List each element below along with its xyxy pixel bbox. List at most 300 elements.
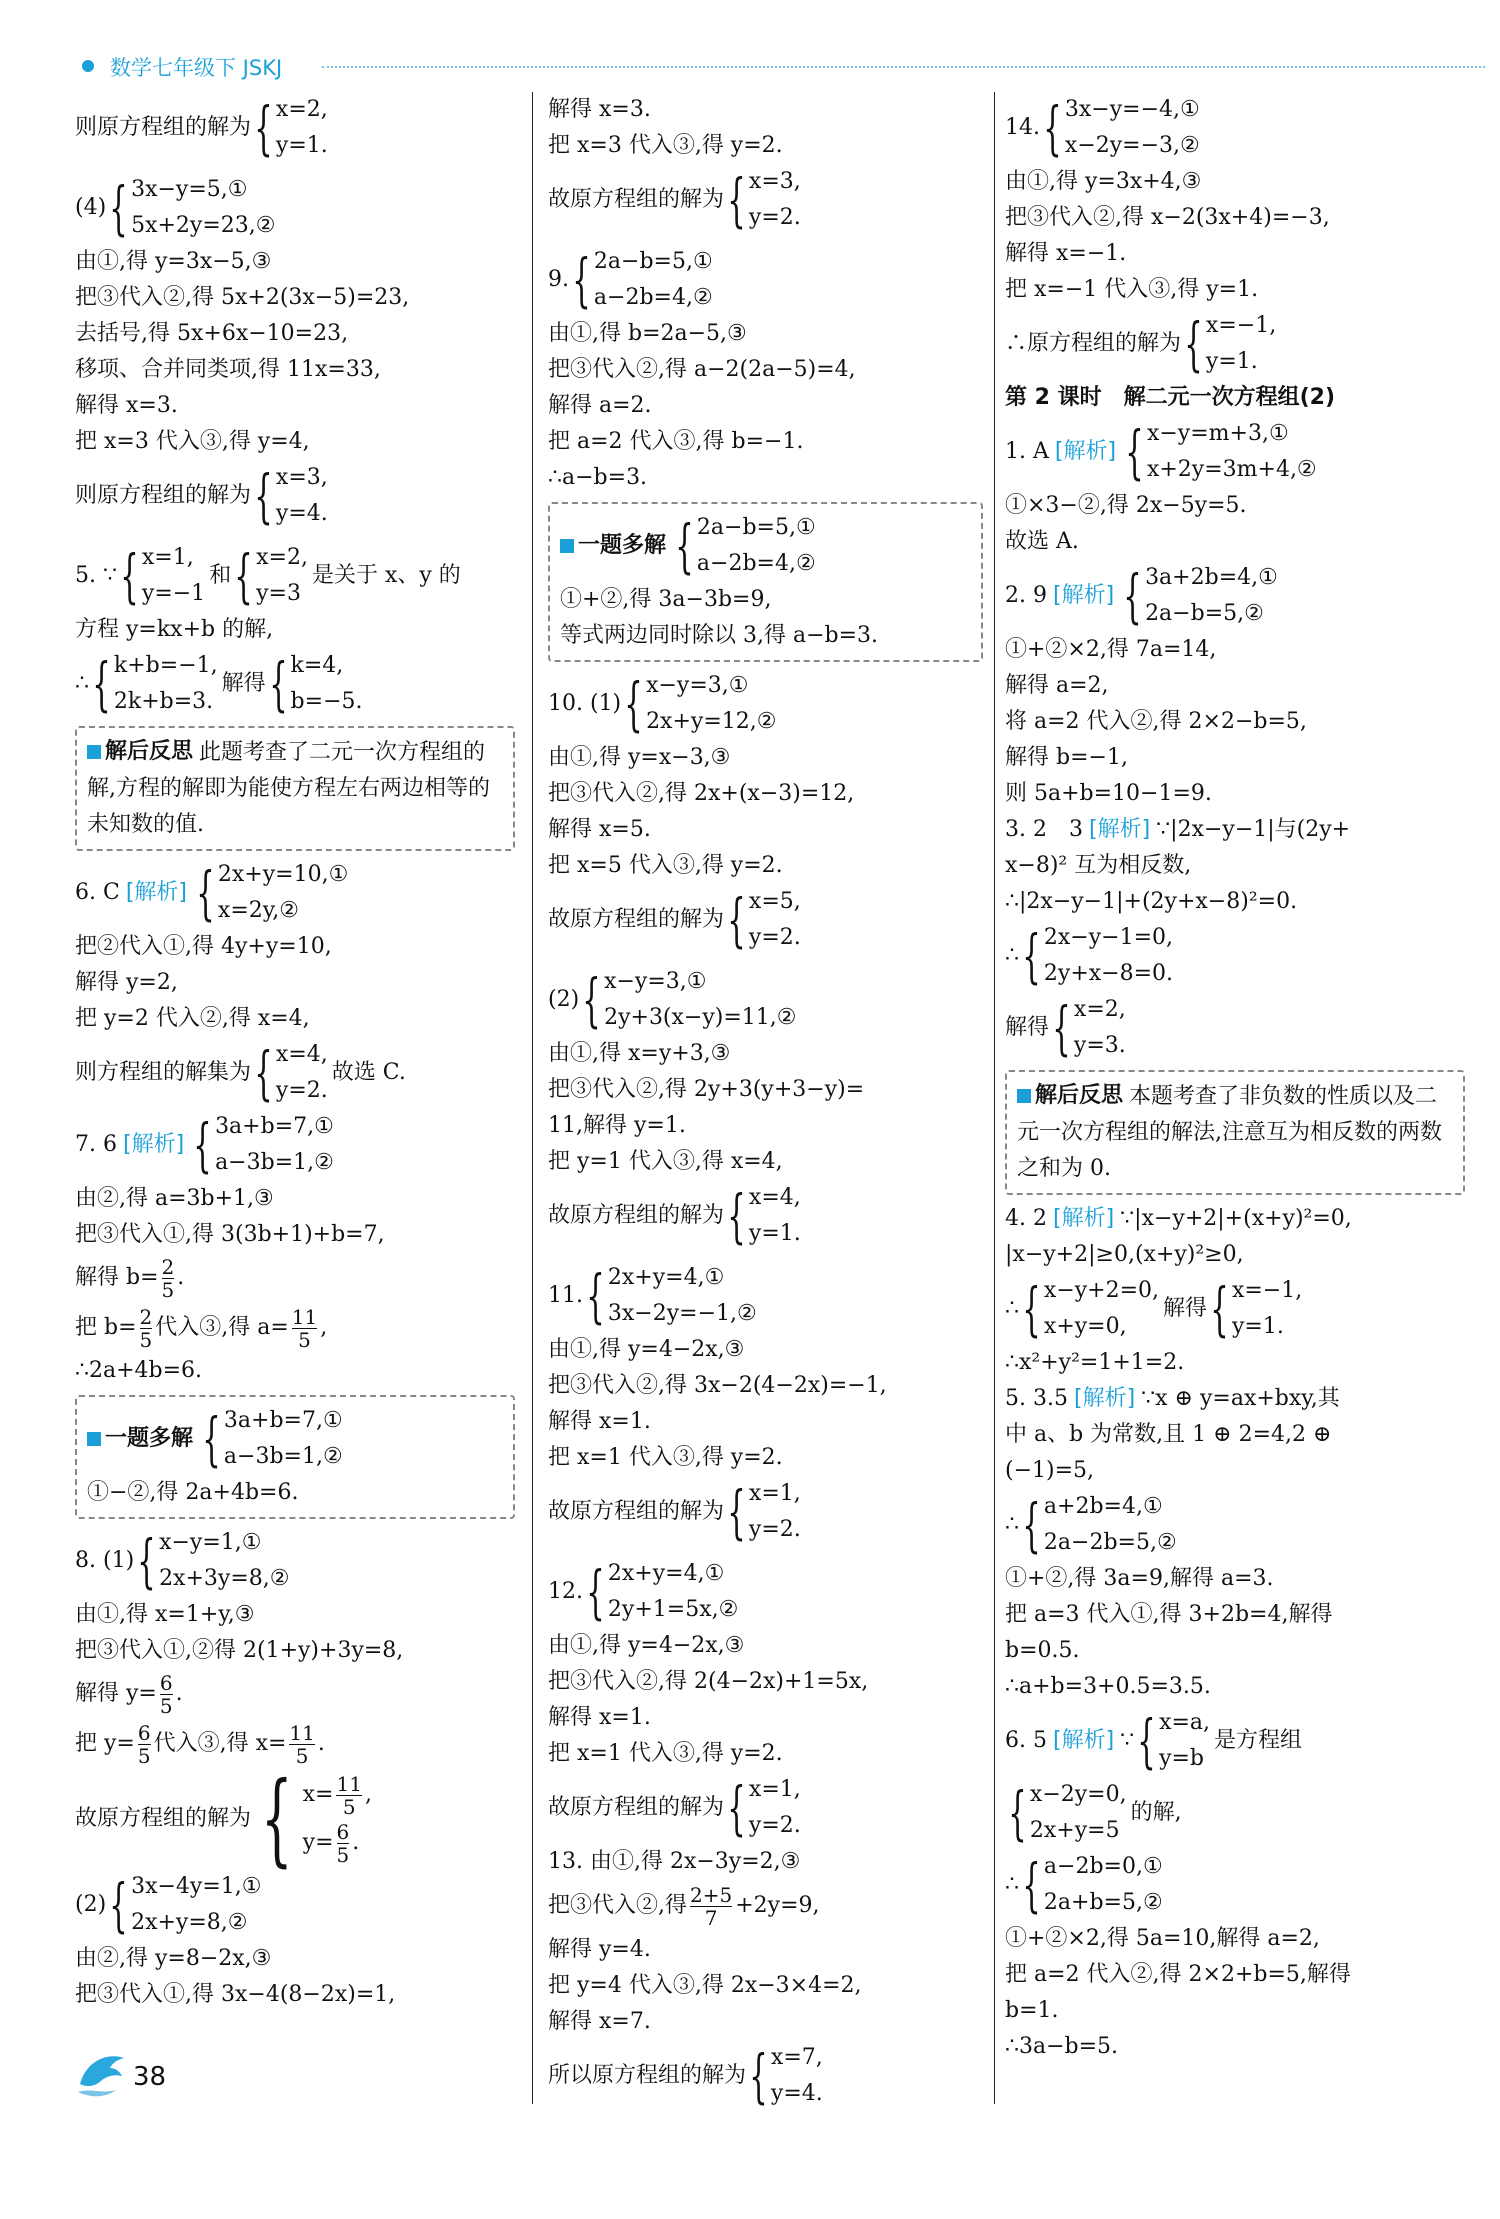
box-text: 本题考查了非负数的性质以及二元一次方程组的解法,注意互为相反数的两数之和为 0. bbox=[1017, 1084, 1442, 1181]
alt-solution-box bbox=[75, 1395, 515, 1519]
item-number: (2) bbox=[75, 1892, 107, 1917]
equation-system: { 3a+b=7,① a−3b=1,② bbox=[193, 1111, 334, 1179]
line: 把 a=3 代入①,得 3+2b=4,解得 bbox=[1005, 1602, 1333, 1627]
text: ∴ bbox=[75, 671, 89, 696]
eq-row: y=b bbox=[1159, 1746, 1205, 1771]
line: 把 y=1 代入③,得 x=4, bbox=[548, 1149, 783, 1174]
equation-system: { a−2b=0,① 2a+b=5,② bbox=[1022, 1851, 1163, 1919]
line: 由①,得 y=4−2x,③ bbox=[548, 1633, 745, 1658]
item-number: 4. 2 bbox=[1005, 1206, 1047, 1231]
line: 解得 x=3. bbox=[75, 393, 178, 418]
line: 把③代入①,②得 2(1+y)+3y=8, bbox=[75, 1638, 404, 1663]
text: 是关于 x、y 的 bbox=[311, 563, 461, 588]
text: 把 y= bbox=[75, 1731, 135, 1756]
eq-row: a−2b=4,② bbox=[593, 285, 713, 310]
equation-system: { x=1, y=2. bbox=[727, 1478, 801, 1546]
eq-row: a−2b=0,① bbox=[1043, 1854, 1163, 1879]
text: 故选 C. bbox=[331, 1060, 406, 1085]
equation-system: { 3a+b=7,① a−3b=1,② bbox=[202, 1405, 343, 1473]
line: 把②代入①,得 4y+y=10, bbox=[75, 934, 332, 959]
equation-system: { 3x−4y=1,① 2x+y=8,② bbox=[109, 1871, 262, 1939]
eq-row: x=2, bbox=[275, 97, 328, 122]
line: 把③代入②,得 5x+2(3x−5)=23, bbox=[75, 285, 410, 310]
line: 由②,得 a=3b+1,③ bbox=[75, 1186, 274, 1211]
line bbox=[1005, 1201, 1465, 1237]
line: 解得 x=−1. bbox=[1005, 241, 1127, 266]
line bbox=[548, 1260, 983, 1332]
eq-row: y=4. bbox=[275, 501, 328, 526]
text: 所以原方程组的解为 bbox=[548, 2063, 747, 2088]
eq-row: 2x+3y=8,② bbox=[159, 1566, 290, 1591]
line: ①+②×2,得 5a=10,解得 a=2, bbox=[1005, 1926, 1320, 1951]
eq-row: 2x+y=10,① bbox=[217, 862, 349, 887]
equation-system: { 3a+2b=4,① 2a−b=5,② bbox=[1123, 562, 1278, 630]
line: 解得 x=1. bbox=[548, 1705, 651, 1730]
box-text: ①+②,得 3a−3b=9, bbox=[560, 587, 772, 612]
text: ∴ bbox=[1005, 943, 1019, 968]
item-number: 7. 6 bbox=[75, 1132, 117, 1157]
line bbox=[548, 1880, 983, 1932]
line bbox=[1005, 560, 1465, 632]
equation-system: { x−y=3,① 2y+3(x−y)=11,② bbox=[582, 966, 797, 1034]
line: 解得 y=2, bbox=[75, 970, 178, 995]
line: 把 a=2 代入②,得 2×2+b=5,解得 bbox=[1005, 1962, 1351, 1987]
text: 解得 bbox=[221, 671, 266, 696]
item-number: 5. 3.5 bbox=[1005, 1386, 1068, 1411]
text: ∴ bbox=[1005, 1872, 1019, 1897]
eq-row: y=3 bbox=[256, 581, 301, 606]
eq-row: x=4, bbox=[275, 1042, 328, 1067]
eq-row: x=7, bbox=[770, 2045, 823, 2070]
eq-row: b=−5. bbox=[290, 689, 363, 714]
text: 解得 bbox=[1163, 1296, 1208, 1321]
eq-row: 2a−b=5,① bbox=[696, 515, 816, 540]
text: 故原方程组的解为 bbox=[548, 187, 725, 212]
line bbox=[548, 1476, 983, 1548]
equation-system: { 2a−b=5,① a−2b=4,② bbox=[675, 512, 816, 580]
box-text: 此题考查了二元一次方程组的解,方程的解即为能使方程左右两边相等的未知数的值. bbox=[87, 740, 490, 837]
equation-system: { x=1, y=−1 bbox=[120, 542, 206, 610]
line: ∴2a+4b=6. bbox=[75, 1358, 203, 1383]
eq-row: x=2, bbox=[256, 545, 308, 570]
line: (−1)=5, bbox=[1005, 1458, 1095, 1483]
text: 则方程组的解集为 bbox=[75, 1060, 252, 1085]
line: 解得 b=−1, bbox=[1005, 745, 1128, 770]
text: +2y=9, bbox=[735, 1893, 820, 1918]
line bbox=[1005, 992, 1465, 1064]
eq-row: a−3b=1,② bbox=[215, 1150, 334, 1175]
eq-row: x=5, bbox=[748, 889, 801, 914]
line: ①×3−②,得 2x−5y=5. bbox=[1005, 493, 1247, 518]
eq-row: y=1. bbox=[1205, 349, 1258, 374]
line bbox=[548, 884, 983, 956]
line: 故选 A. bbox=[1005, 529, 1079, 554]
line: 把 b= $\frac{2}{5}$ 代入③,得 a= $\frac{11}{5}$ , bbox=[75, 1304, 328, 1352]
text: 和 bbox=[209, 563, 232, 588]
analysis-tag: [解析] bbox=[125, 880, 187, 905]
line: 去括号,得 5x+6x−10=23, bbox=[75, 321, 349, 346]
line: ∴x²+y²=1+1=2. bbox=[1005, 1350, 1185, 1375]
equation-system: { x=a, y=b bbox=[1137, 1707, 1211, 1775]
line: 把③代入②,得 2y+3(y+3−y)= bbox=[548, 1077, 865, 1102]
eq-row: y=1. bbox=[1231, 1314, 1284, 1339]
eq-row: 5x+2y=23,② bbox=[131, 213, 276, 238]
fraction: $\frac{11}{5}$ bbox=[336, 1771, 362, 1819]
line bbox=[1005, 1273, 1465, 1345]
item-number: 2. 9 bbox=[1005, 583, 1047, 608]
equation-system: { 2x+y=4,① 2y+1=5x,② bbox=[586, 1558, 739, 1626]
line bbox=[75, 460, 515, 532]
line: 把③代入①,得 3(3b+1)+b=7, bbox=[75, 1222, 385, 1247]
eq-row: 2y+x−8=0. bbox=[1043, 961, 1174, 986]
line bbox=[1005, 920, 1465, 992]
analysis-tag: [解析] bbox=[1052, 1206, 1115, 1231]
fraction: $\frac{6}{5}$ bbox=[137, 1720, 151, 1768]
eq-row: x−y=1,① bbox=[159, 1530, 262, 1555]
item-number: 3. 2 3 bbox=[1005, 817, 1083, 842]
equation-system: { 3x−y=−4,① x−2y=−3,② bbox=[1043, 94, 1200, 162]
line bbox=[548, 164, 983, 236]
line bbox=[75, 1525, 515, 1597]
text: ∵|2x−y−1|与(2y+ bbox=[1156, 817, 1351, 842]
text: 的解, bbox=[1130, 1800, 1182, 1825]
text: 解得 bbox=[1005, 1015, 1050, 1040]
line: 由①,得 y=3x−5,③ bbox=[75, 249, 272, 274]
eq-row: 2y+1=5x,② bbox=[607, 1597, 739, 1622]
eq-row: x+y=0, bbox=[1043, 1314, 1127, 1339]
eq-row: 3x−y=−4,① bbox=[1064, 97, 1200, 122]
equation-system: { x−y+2=0, x+y=0, bbox=[1022, 1275, 1160, 1343]
square-icon bbox=[87, 745, 101, 759]
line: 由①,得 y=3x+4,③ bbox=[1005, 169, 1202, 194]
column-divider bbox=[532, 92, 533, 2104]
eq-row: 3a+b=7,① bbox=[223, 1408, 343, 1433]
line: 解得 x=3. bbox=[548, 97, 651, 122]
eq-row: x−2y=−3,② bbox=[1064, 133, 1200, 158]
eq-row: 2x−y−1=0, bbox=[1043, 925, 1174, 950]
line: x−8)² 互为相反数, bbox=[1005, 853, 1192, 878]
header-dotted-rule bbox=[322, 66, 1485, 68]
reflection-box bbox=[75, 726, 515, 851]
eq-row: 2k+b=3. bbox=[113, 689, 214, 714]
eq-row: x=−1, bbox=[1231, 1278, 1303, 1303]
eq-row: 2y+3(x−y)=11,② bbox=[604, 1005, 797, 1030]
line: 由①,得 x=y+3,③ bbox=[548, 1041, 731, 1066]
eq-row: 2x+y=8,② bbox=[131, 1910, 248, 1935]
equation-system: { x=1, y=2. bbox=[727, 1774, 801, 1842]
eq-row: 2a−b=5,② bbox=[1145, 601, 1264, 626]
eq-row: x=1, bbox=[748, 1481, 801, 1506]
line: 由①,得 y=x−3,③ bbox=[548, 745, 731, 770]
line bbox=[75, 648, 515, 720]
text: 代入③,得 a= bbox=[155, 1315, 289, 1340]
line: ∴a−b=3. bbox=[548, 465, 648, 490]
analysis-tag: [解析] bbox=[1054, 439, 1117, 464]
line: 由①,得 b=2a−5,③ bbox=[548, 321, 747, 346]
square-icon bbox=[1017, 1089, 1031, 1103]
line bbox=[75, 857, 515, 929]
eq-row: y=3. bbox=[1073, 1033, 1126, 1058]
item-number: 1. A bbox=[1005, 439, 1049, 464]
analysis-tag: [解析] bbox=[1052, 1728, 1115, 1753]
fraction: $\frac{2+5}{7}$ bbox=[690, 1882, 733, 1930]
analysis-tag: [解析] bbox=[1088, 817, 1151, 842]
equation-system: { a+2b=4,① 2a−2b=5,② bbox=[1022, 1491, 1177, 1559]
eq-row: 3x−y=5,① bbox=[131, 177, 248, 202]
eq-row: y=4. bbox=[770, 2081, 823, 2106]
eq-row: x=a, bbox=[1159, 1710, 1211, 1735]
line bbox=[1005, 1849, 1465, 1921]
equation-system: { 2x−y−1=0, 2y+x−8=0. bbox=[1022, 922, 1174, 990]
eq-row: 3a+2b=4,① bbox=[1145, 565, 1278, 590]
eq-row: y=2. bbox=[748, 1517, 801, 1542]
text: ∵x ⊕ y=ax+bxy,其 bbox=[1141, 1386, 1340, 1411]
header-title: 数学七年级下 JSKJ bbox=[110, 56, 283, 80]
line: 把 x=3 代入③,得 y=2. bbox=[548, 133, 783, 158]
line: ∴|2x−y−1|+(2y+x−8)²=0. bbox=[1005, 889, 1298, 914]
eq-row: x=2y,② bbox=[217, 898, 299, 923]
line: 13. 由①,得 2x−3y=2,③ bbox=[548, 1849, 801, 1874]
text: 则原方程组的解为 bbox=[75, 115, 252, 140]
eq-row: x=4, bbox=[748, 1185, 801, 1210]
item-number: 14. bbox=[1005, 115, 1040, 140]
line: 则 5a+b=10−1=9. bbox=[1005, 781, 1212, 806]
text: 故原方程组的解为 bbox=[75, 1806, 252, 1831]
line bbox=[1005, 1381, 1465, 1417]
equation-system: { x=2, y=3. bbox=[1052, 994, 1126, 1062]
box-title: 一题多解 bbox=[87, 1421, 193, 1457]
line bbox=[1005, 92, 1465, 164]
equation-system: { 3x−y=5,① 5x+2y=23,② bbox=[109, 174, 276, 242]
equation-system: { x=−1, y=1. bbox=[1210, 1275, 1303, 1343]
eq-row: x+2y=3m+4,② bbox=[1146, 457, 1317, 482]
line bbox=[1005, 1777, 1465, 1849]
line: 把 x=1 代入③,得 y=2. bbox=[548, 1741, 783, 1766]
item-number: (2) bbox=[548, 987, 580, 1012]
line: b=1. bbox=[1005, 1998, 1059, 2023]
line: 解得 a=2, bbox=[1005, 673, 1109, 698]
equation-system: { k=4, b=−5. bbox=[268, 650, 363, 718]
eq-row: k=4, bbox=[290, 653, 344, 678]
eq-row: x=3, bbox=[748, 169, 801, 194]
eq-row: y=2. bbox=[748, 1813, 801, 1838]
eq-row: y=2. bbox=[748, 205, 801, 230]
line bbox=[1005, 1705, 1465, 1777]
analysis-tag: [解析] bbox=[1073, 1386, 1136, 1411]
dolphin-logo-icon bbox=[72, 2040, 132, 2100]
item-number: 5. ∵ bbox=[75, 563, 117, 588]
text: 故原方程组的解为 bbox=[548, 1499, 725, 1524]
eq-row: 2a−b=5,① bbox=[593, 249, 713, 274]
item-number: 10. (1) bbox=[548, 691, 622, 716]
eq-row: a−2b=4,② bbox=[696, 551, 816, 576]
line: 中 a、b 为常数,且 1 ⊕ 2=4,2 ⊕ bbox=[1005, 1422, 1332, 1447]
line bbox=[1005, 308, 1465, 380]
text: ∵|x−y+2|+(x+y)²=0, bbox=[1120, 1206, 1352, 1231]
fraction: $\frac{11}{5}$ bbox=[289, 1720, 315, 1768]
line bbox=[75, 1869, 515, 1941]
analysis-tag: [解析] bbox=[122, 1132, 185, 1157]
line bbox=[75, 540, 515, 612]
item-number: 8. (1) bbox=[75, 1548, 135, 1573]
line bbox=[548, 1556, 983, 1628]
item-number: 6. C bbox=[75, 880, 120, 905]
line: b=0.5. bbox=[1005, 1638, 1080, 1663]
line bbox=[1005, 416, 1465, 488]
box-text: 等式两边同时除以 3,得 a−b=3. bbox=[560, 623, 879, 648]
line: 解得 x=1. bbox=[548, 1409, 651, 1434]
line: 移项、合并同类项,得 11x=33, bbox=[75, 357, 381, 382]
eq-row: 2x+y=4,① bbox=[607, 1561, 725, 1586]
eq-row: 2a−2b=5,② bbox=[1043, 1530, 1177, 1555]
text: ∵ bbox=[1120, 1728, 1135, 1753]
line bbox=[548, 1180, 983, 1252]
line bbox=[548, 2040, 983, 2112]
bullet-icon bbox=[82, 60, 94, 72]
text: ∴原方程组的解为 bbox=[1005, 331, 1182, 356]
column-1 bbox=[75, 92, 515, 2104]
eq-row: 3x−2y=−1,② bbox=[607, 1301, 757, 1326]
equation-system: { x=−1, y=1. bbox=[1184, 310, 1277, 378]
eq-row: x−y+2=0, bbox=[1043, 1278, 1160, 1303]
line: ∴a+b=3+0.5=3.5. bbox=[1005, 1674, 1211, 1699]
text: ∴ bbox=[1005, 1512, 1019, 1537]
box-title: 解后反思 bbox=[1017, 1078, 1123, 1114]
eq-row: 2x+y=4,① bbox=[607, 1265, 725, 1290]
column-3 bbox=[1005, 92, 1465, 2104]
equation-system: { x−y=3,① 2x+y=12,② bbox=[624, 670, 777, 738]
line bbox=[75, 172, 515, 244]
eq-row: x=3, bbox=[275, 465, 328, 490]
equation-system: { 2x+y=4,① 3x−2y=−1,② bbox=[586, 1262, 757, 1330]
line bbox=[548, 668, 983, 740]
line: |x−y+2|≥0,(x+y)²≥0, bbox=[1005, 1242, 1244, 1267]
item-number: 6. 5 bbox=[1005, 1728, 1047, 1753]
line: 把③代入②,得 x−2(3x+4)=−3, bbox=[1005, 205, 1330, 230]
eq-row: y=−1 bbox=[141, 581, 206, 606]
line: 将 a=2 代入②,得 2×2−b=5, bbox=[1005, 709, 1307, 734]
eq-row: 2x+y=12,② bbox=[646, 709, 777, 734]
equation-system: { x=7, y=4. bbox=[749, 2042, 823, 2110]
page-number: 38 bbox=[133, 2062, 167, 2092]
line: 由①,得 x=1+y,③ bbox=[75, 1602, 255, 1627]
eq-row: 2x+y=5 bbox=[1029, 1818, 1120, 1843]
eq-row: 2a+b=5,② bbox=[1043, 1890, 1163, 1915]
line: 把 y=2 代入②,得 x=4, bbox=[75, 1006, 310, 1031]
eq-row: y=1. bbox=[748, 1221, 801, 1246]
eq-row: x−y=3,① bbox=[646, 673, 749, 698]
equation-system: { x=3, y=4. bbox=[254, 462, 328, 530]
line: 把③代入②,得 2x+(x−3)=12, bbox=[548, 781, 855, 806]
equation-system: { x−2y=0, 2x+y=5 bbox=[1008, 1779, 1127, 1847]
column-divider bbox=[994, 92, 995, 2104]
line bbox=[75, 1109, 515, 1181]
page-header bbox=[60, 52, 1485, 82]
eq-row: x−2y=0, bbox=[1029, 1782, 1127, 1807]
lesson-heading: 第 2 课时 解二元一次方程组(2) bbox=[1005, 385, 1336, 410]
line: 方程 y=kx+b 的解, bbox=[75, 617, 274, 642]
box-title: 解后反思 bbox=[87, 734, 193, 770]
line: 由①,得 y=4−2x,③ bbox=[548, 1337, 745, 1362]
line: 11,解得 y=1. bbox=[548, 1113, 686, 1138]
line bbox=[75, 1760, 515, 1877]
eq-row: x=2, bbox=[1073, 997, 1126, 1022]
text: 故原方程组的解为 bbox=[548, 1203, 725, 1228]
fraction: $\frac{2}{5}$ bbox=[161, 1254, 175, 1302]
eq-row: x=1, bbox=[748, 1777, 801, 1802]
equation-system: { x=4, y=2. bbox=[254, 1039, 328, 1107]
equation-system: { x−y=1,① 2x+3y=8,② bbox=[137, 1527, 290, 1595]
line: 把 y= $\frac{6}{5}$ 代入③,得 x= $\frac{11}{5}$ . bbox=[75, 1720, 325, 1768]
equation-system: { x=3, y=2. bbox=[727, 166, 801, 234]
line: 把 x=5 代入③,得 y=2. bbox=[548, 853, 783, 878]
equation-system: { x=4, y=1. bbox=[727, 1182, 801, 1250]
line: 把 x=3 代入③,得 y=4, bbox=[75, 429, 310, 454]
text: ∴ bbox=[1005, 1296, 1019, 1321]
square-icon bbox=[560, 539, 574, 553]
equation-system: { 2a−b=5,① a−2b=4,② bbox=[572, 246, 713, 314]
line: ∴3a−b=5. bbox=[1005, 2034, 1119, 2059]
line bbox=[548, 1772, 983, 1844]
fraction: $\frac{6}{5}$ bbox=[336, 1819, 350, 1867]
line bbox=[548, 244, 983, 316]
line bbox=[1005, 1489, 1465, 1561]
line: 解得 y= $\frac{6}{5}$ . bbox=[75, 1670, 183, 1718]
item-number: (4) bbox=[75, 195, 107, 220]
line: 把③代入②,得 3x−2(4−2x)=−1, bbox=[548, 1373, 887, 1398]
eq-row: a+2b=4,① bbox=[1043, 1494, 1163, 1519]
alt-solution-box bbox=[548, 502, 983, 662]
equation-system: { x=5, y=2. bbox=[727, 886, 801, 954]
eq-row: x=1, bbox=[141, 545, 194, 570]
eq-row: x−y=m+3,① bbox=[1146, 421, 1289, 446]
text: 则原方程组的解为 bbox=[75, 483, 252, 508]
eq-row: 3a+b=7,① bbox=[215, 1114, 334, 1139]
line: 解得 a=2. bbox=[548, 393, 652, 418]
line: 把 a=2 代入③,得 b=−1. bbox=[548, 429, 804, 454]
fraction: $\frac{6}{5}$ bbox=[159, 1670, 173, 1718]
reflection-box bbox=[1005, 1070, 1465, 1195]
equation-system: { x=2, y=3 bbox=[234, 542, 308, 610]
line bbox=[548, 964, 983, 1036]
line: 把③代入②,得 2(4−2x)+1=5x, bbox=[548, 1669, 869, 1694]
column-2 bbox=[548, 92, 983, 2110]
equation-system: { k+b=−1, 2k+b=3. bbox=[92, 650, 218, 718]
line: 把③代入②,得 a−2(2a−5)=4, bbox=[548, 357, 856, 382]
line: 解得 x=5. bbox=[548, 817, 651, 842]
line bbox=[75, 92, 515, 164]
text: 故原方程组的解为 bbox=[548, 1795, 725, 1820]
line bbox=[1005, 812, 1465, 848]
eq-row: y=2. bbox=[275, 1078, 328, 1103]
analysis-tag: [解析] bbox=[1052, 583, 1115, 608]
equation-system: { 2x+y=10,① x=2y,② bbox=[196, 859, 349, 927]
text: 解得 b= bbox=[75, 1265, 159, 1290]
text: 把 b= bbox=[75, 1315, 137, 1340]
box-title: 一题多解 bbox=[560, 528, 666, 564]
equation-system: { x= $\frac{11}{5}$ , y= $\frac{6}{5}$ . bbox=[260, 1760, 372, 1877]
line: 解得 x=7. bbox=[548, 2009, 651, 2034]
text: 是方程组 bbox=[1214, 1728, 1303, 1753]
item-number: 9. bbox=[548, 267, 569, 292]
item-number: 12. bbox=[548, 1579, 583, 1604]
line: 把③代入①,得 3x−4(8−2x)=1, bbox=[75, 1982, 396, 2007]
line: ①+②,得 3a=9,解得 a=3. bbox=[1005, 1566, 1274, 1591]
square-icon bbox=[87, 1432, 101, 1446]
line: 把 x=−1 代入③,得 y=1. bbox=[1005, 277, 1259, 302]
eq-row: a−3b=1,② bbox=[223, 1444, 343, 1469]
eq-row: 3x−4y=1,① bbox=[131, 1874, 262, 1899]
